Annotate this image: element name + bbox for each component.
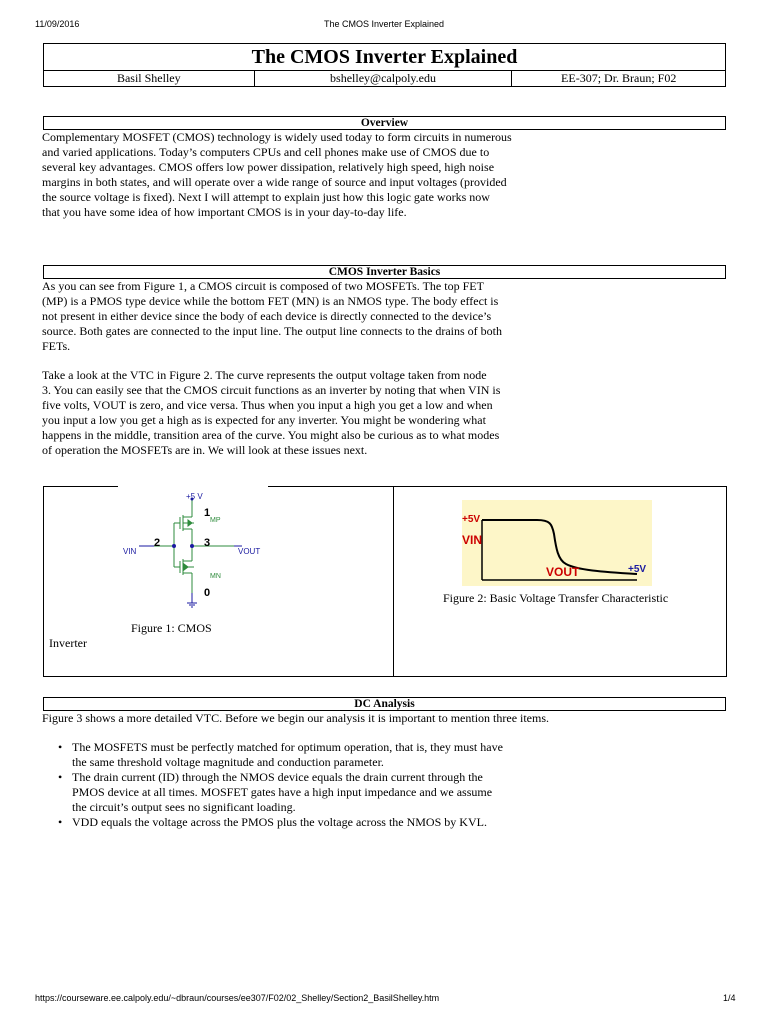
document-title: The CMOS Inverter Explained (44, 44, 726, 71)
node-2-label: 2 (154, 537, 161, 549)
vtc-x-axis-label: VOUT (546, 565, 580, 579)
print-page-number: 1/4 (723, 993, 736, 1003)
overview-heading: Overview (43, 116, 726, 130)
node-3-label: 3 (204, 537, 211, 549)
list-item: • The drain current (ID) through the NMOS device equals the drain current through the PMOS device at all times. MOSFET gates have a high input impedance and we assume the circuit’s output sees no significant loading. (55, 770, 503, 815)
author-name: Basil Shelley (44, 71, 255, 87)
figure-1-caption-line-2: Inverter (49, 636, 87, 650)
course-info: EE-307; Dr. Braun; F02 (512, 71, 726, 87)
basics-paragraph-2: Take a look at the VTC in Figure 2. The curve represents the output voltage taken from node 3. You can easily see that the CMOS circuit functions as an inverter by noting that when VIN is five volts, VOUT is zero, and vice versa. Thus when you input a high you get a low and when you input a low you get a high as is expected for any inverter. You might be wondering what happens in the middle, transition area of the curve. You might also be curious as to what modes of operation the MOSFETs are in. We will look at these issues next. (42, 368, 501, 457)
print-date: 11/09/2016 (35, 19, 80, 29)
list-item: • The MOSFETS must be perfectly matched for optimum operation, that is, they must have the same threshold voltage magnitude and conduction parameter. (55, 740, 503, 770)
vdd-label: +5 V (186, 492, 203, 501)
author-email: bshelley@calpoly.edu (254, 71, 512, 87)
vtc-x-right-label: +5V (628, 564, 647, 575)
dc-analysis-bullet-list (55, 740, 503, 830)
mp-label: MP (210, 517, 221, 524)
dc-analysis-heading: DC Analysis (43, 697, 726, 711)
figures-table (43, 486, 727, 677)
dc-analysis-intro: Figure 3 shows a more detailed VTC. Before we begin our analysis it is important to mention three items. (42, 711, 550, 725)
vtc-y-top-label: +5V (462, 514, 481, 525)
overview-paragraph: Complementary MOSFET (CMOS) technology is widely used today to form circuits in numerous and varied applications. Today’s computers CPUs and cell phones make use of CMOS due to several key advantages. CMOS offers low power dissipation, relatively high speed, high noise margins in both states, and will operate over a wide range of source and input voltages (provided the source voltage is fixed). Next I will attempt to explain just how this logic gate works now that you have some idea of how important CMOS is in your day-to-day life. (42, 130, 512, 219)
node-0-label: 0 (204, 587, 211, 599)
vtc-y-axis-label: VIN (462, 533, 483, 547)
print-page-title: The CMOS Inverter Explained (323, 19, 445, 29)
basics-heading: CMOS Inverter Basics (43, 265, 726, 279)
figure-2-caption: Figure 2: Basic Voltage Transfer Characteristic (443, 591, 669, 605)
list-item: • VDD equals the voltage across the PMOS plus the voltage across the NMOS by KVL. (55, 815, 503, 830)
title-table (43, 43, 726, 87)
vout-label: VOUT (238, 547, 261, 556)
figure-1-caption: Figure 1: CMOS (131, 621, 212, 635)
print-url[interactable]: https://courseware.ee.calpoly.edu/~dbraun/courses/ee307/F02/02_Shelley/Section2_BasilShelley.htm (35, 993, 440, 1003)
node-1-label: 1 (204, 507, 211, 519)
figure-divider (393, 487, 394, 676)
basics-paragraph-1: As you can see from Figure 1, a CMOS circuit is composed of two MOSFETs. The top FET (MP) is a PMOS type device while the bottom FET (MN) is an NMOS type. The body effect is not present in either device since the body of each device is directly connected to the device’s source. Both gates are connected to the input line. The output line connects to the drains of both FETs. (42, 279, 502, 353)
mn-label: MN (210, 573, 221, 580)
vin-label: VIN (123, 547, 137, 556)
